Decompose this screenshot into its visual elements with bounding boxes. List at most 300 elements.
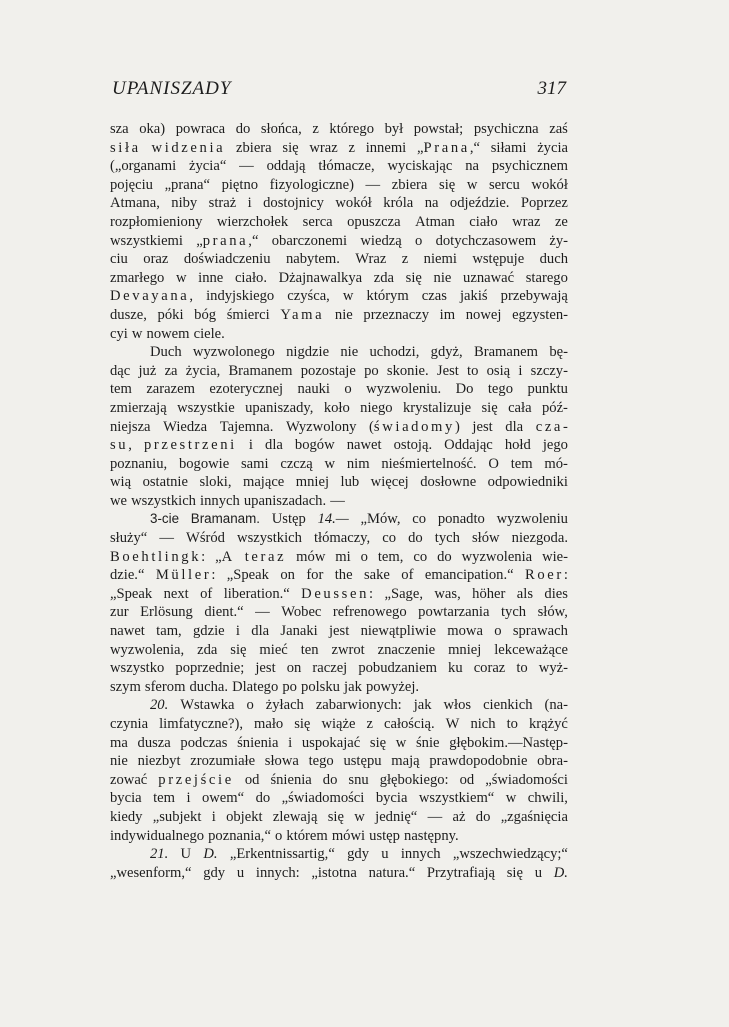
word: zbiera [235,139,272,156]
text-line [110,529,568,548]
word: jednię“ [375,808,418,825]
word: dusze, [110,306,147,323]
word: ducha. [189,678,228,695]
word: „Erkentnissartig,“ [229,846,335,863]
word: krystalizuje [402,399,472,416]
word: Jest [436,362,459,379]
word: indywidualnego [110,827,205,844]
text-line [110,715,568,734]
word: lekceważące [494,641,568,658]
word: znaczenie [377,641,436,658]
word: „wszechwiedzący;“ [452,846,568,863]
word: do [322,771,338,788]
word: przestrzeni [143,437,237,454]
word: głębokiego: [379,771,449,788]
word: wszystkich [237,530,302,547]
word: w [395,734,407,751]
word: tych [434,530,460,547]
word: pojęciu [110,176,153,193]
word: „A [215,548,235,565]
word: tem, [377,548,404,565]
word: wraz [309,139,338,156]
word: (świadomy) [369,418,460,435]
word: czynia [110,716,149,732]
word: słowa [264,753,299,770]
word: Atman [415,213,455,230]
word: gdzie [193,623,225,640]
word: się [282,139,299,156]
word: szym [110,678,141,695]
word: o [246,697,254,714]
word: cienkich [483,697,533,714]
word: powyżej. [365,678,420,695]
word: przebywają [500,288,568,305]
word: Devayana, [110,288,194,305]
word: poprzednie; [175,660,245,677]
word: wyzwoleniu [496,511,568,528]
word: wszystko [110,660,165,677]
word: wyzwoleniu. [366,381,442,398]
word: egzysten- [512,306,568,323]
word: „świadomości [281,790,365,807]
text-line [110,436,568,455]
word: for [306,567,324,584]
word: Boehtlingk: [110,548,206,565]
word: niemi [423,251,457,268]
text-line [110,139,568,158]
word: i [235,623,240,640]
word: osią [486,362,511,379]
word: i [186,790,191,807]
word: nawet [346,437,382,454]
word: ciele. [193,325,225,342]
word: serca [302,213,333,230]
word: wstępuje [472,251,525,268]
word: „zgaśnięcia [500,808,568,825]
word: to [516,660,528,677]
word: sprawach [512,623,568,640]
word: jest [255,660,276,677]
word: tem [153,790,175,807]
word: więcej [370,474,409,491]
word: uznawać [463,269,515,286]
word: of [200,585,213,602]
word: to [467,362,479,379]
word: tych [500,604,527,621]
word: mają [391,753,420,770]
word: wraz [512,213,541,230]
word: u [236,864,245,881]
word: als [516,585,533,602]
word: Wstawka [180,697,235,714]
word: jest [329,623,350,640]
word: ezoterycznej [209,381,284,398]
word: Bramanem [473,344,539,361]
word: zbiera [391,176,428,193]
word: Yama [280,306,325,323]
word: polsku [301,678,340,695]
word: przeznaczy [363,306,430,323]
word: widzenia [151,139,226,156]
word: — [365,176,381,193]
page-number: 317 [537,78,566,99]
word: po [282,678,297,695]
word: o [360,548,368,565]
word: żyłach [265,697,304,714]
text-line [110,659,568,678]
word: cyi [110,325,128,342]
word: za [164,362,178,379]
word: obra- [537,753,568,770]
word: od [459,771,475,788]
word: na [424,195,439,212]
word: ciu [110,251,128,268]
word: do [437,548,452,565]
word: gdy [347,846,369,863]
text-line [110,269,568,288]
word: skonie. [386,362,429,379]
word: ten [300,641,319,658]
word: Wyzwolony [285,418,357,435]
text-line [110,250,568,269]
word: „Mów, [360,511,401,528]
word: emancipation.“ [424,567,514,584]
word: w [324,455,336,472]
word: się [405,269,422,286]
word: „Prana,“ [417,139,480,156]
word: zlewają [272,808,318,825]
word: Atmana, [110,195,160,212]
word: śnienia [237,734,279,751]
word: króla [383,195,414,212]
word: wokół [531,176,568,193]
word: w [175,269,187,286]
word: nie [334,306,353,323]
word: z [312,121,319,137]
word: Wraz [355,251,387,268]
word: duch [539,251,568,268]
text-line [110,194,568,213]
word: prawdopodobnie [429,753,528,770]
word: mające [242,474,285,491]
word: głębokim.—Następ- [449,734,568,751]
word: zrozumiałe [190,753,256,770]
text-line [110,232,568,251]
word: co [412,511,427,528]
word: hołd [504,437,531,454]
word: powtarzania [418,604,490,621]
word: next [163,585,189,602]
word: słów, [537,604,568,621]
word: tem [510,455,533,472]
word: czyśca, [287,288,330,305]
word: odjeździe. [449,195,510,212]
word: dusza [137,734,171,751]
word: oddają [266,158,306,175]
word: wyż- [538,660,568,677]
word: Oddając [444,437,493,454]
word: siła [110,139,141,156]
word: 20. [150,697,169,714]
word: ustęp [369,827,400,844]
word: odpowiedniki [487,474,568,491]
word: lub [340,474,360,491]
word: czczą [280,455,313,472]
word: ku [448,660,463,677]
word: się [230,641,247,658]
word: dient.“ [204,604,244,621]
word: psychiczna [473,121,539,137]
word: się [327,808,344,825]
word: krążyć [528,716,568,732]
word: w [466,176,478,193]
word: tem [110,381,132,398]
word: starego [525,269,568,286]
word: dla [505,418,524,435]
word: jak [344,678,362,695]
word: niego [360,399,393,416]
word: nawet [110,623,145,640]
text-line [110,808,568,827]
word: życia, [185,362,221,379]
word: służy“ [110,530,148,547]
word: objekt [226,808,263,825]
word: nowej [465,306,502,323]
word: U [180,846,192,863]
word: wierzchołek [216,213,289,230]
text-line [110,399,568,418]
word: rozpłomieniony [110,213,203,230]
word: wią [110,474,132,491]
word: jest [472,418,493,435]
word: którym [366,288,409,305]
text-line [110,827,568,846]
word: dotychczasowem [435,232,537,249]
word: Wśród [186,530,225,547]
word: straż [208,195,237,212]
word: oraz [143,251,169,268]
word: wyzwolenia [461,548,533,565]
word: psychicznem [491,158,568,175]
text-line [110,696,568,715]
word: — [239,158,254,175]
word: raczej [312,660,348,677]
text-line [110,306,568,325]
word: Roer: [525,567,568,584]
word: sza [110,121,129,137]
word: upaniszady, [245,399,314,416]
word: przejście [158,771,234,788]
text-line [110,157,568,176]
word: jak [413,697,432,714]
word: zaś [549,121,568,137]
word: innemi [365,139,407,156]
word: tłómacze, [318,158,375,175]
word: z [401,251,409,268]
text-line [110,213,568,232]
text-line [110,176,568,195]
word: inne [198,269,224,286]
word: powraca [175,121,226,137]
word: — [159,530,174,547]
word: „świadomości [485,771,568,788]
word: ma [110,734,128,751]
word: ponadto [437,511,485,528]
text-line [110,473,568,492]
page-header [112,78,566,104]
word: ciało. [234,269,267,286]
word: Bramanem [228,362,293,379]
word: dosłowne [420,474,477,491]
word: snu [348,771,369,788]
word: nim [346,455,370,472]
word: was, [434,585,461,602]
word: sake [363,567,390,584]
word: dzie.“ [110,567,145,584]
text-line [110,510,568,529]
word: ciało [469,213,498,230]
word: wie- [542,548,568,565]
word: słońca, [260,121,302,137]
word: oka) [139,121,166,137]
text-line [110,864,568,883]
word: u [381,846,389,863]
word: nich [470,716,496,732]
word: i [211,808,216,825]
word: („organami [110,158,177,175]
word: się [439,176,456,193]
word: pobudzaniem [358,660,437,677]
word: cała [508,399,532,416]
word: wiąże [321,716,356,732]
word: zda [197,641,218,658]
word: o [414,232,423,249]
word: „Speak [110,585,153,602]
word: Dżajnawalkya [278,269,363,286]
word: innych [200,492,240,509]
text-line [110,771,568,790]
word: zwrot [331,641,365,658]
word: o [344,381,352,398]
word: gdyż, [430,344,463,361]
word: Tajemna. [219,418,274,435]
word: koło [323,399,350,416]
word: póź- [541,399,568,416]
word: cza- [535,418,568,435]
word: „Sage, [384,585,423,602]
word: bę- [549,344,568,361]
word: O [488,455,499,472]
text-line [110,343,568,362]
word: życia“ [189,158,227,175]
word: Erlösung [140,604,193,621]
word: we [110,492,128,509]
word: „prana,“ [196,232,259,249]
word: chwili, [527,790,568,807]
word: Duch [150,344,182,361]
text-line [110,492,568,511]
word: z [366,716,373,732]
word: coraz [473,660,506,677]
word: słów [472,530,500,547]
word: Do [455,381,474,398]
word: w [354,808,365,825]
word: Ustęp [271,511,306,528]
word: „prana“ [164,176,210,193]
word: mniej [295,474,330,491]
word: su, [110,437,132,454]
word: of [401,567,414,584]
word: tam, [156,623,182,640]
word: dies [544,585,568,602]
word: im [439,306,456,323]
word: zur [110,604,129,621]
word: „Speak [226,567,269,584]
word: dąc [110,362,131,379]
word: ustępu [343,753,382,770]
word: śnie [416,734,440,751]
word: był [384,121,404,137]
word: wokół [335,195,372,212]
word: zmarłego [110,269,165,286]
word: Wiedza [163,418,208,435]
word: mowa [447,623,483,640]
word: sercu [489,176,520,193]
word: ży- [549,232,568,249]
word: niby [171,195,198,212]
word: póki [157,306,184,323]
word: niezbyt [137,753,181,770]
word: limfatyczne?), [159,716,243,732]
word: poznania,“ [208,827,271,844]
word: — [330,492,345,509]
word: tego [487,381,513,398]
word: nowem [146,325,190,342]
word: i [248,437,253,454]
word: doświadczeniu [183,251,271,268]
word: siłami [490,139,527,156]
word: bogów [294,437,335,454]
word: niezgoda. [511,530,568,547]
word: (na- [544,697,568,714]
word: refrenowego [332,604,407,621]
word: mi [335,548,351,565]
text-line [110,845,568,864]
word: po [364,362,379,379]
word: opuszcza [347,213,401,230]
text-line [110,380,568,399]
word: i [518,362,523,379]
word: o [494,623,502,640]
word: mieć [259,641,288,658]
text-line [110,734,568,753]
word: czas [421,288,447,305]
word: 21. [150,846,169,863]
word: poznaniu, [110,455,168,472]
word: sloki, [199,474,232,491]
word: höher [472,585,506,602]
word: nie [433,269,452,286]
word: już [138,362,157,379]
word: piętno [221,176,259,193]
word: Janaki [280,623,318,640]
word: którem [286,827,328,844]
word: do [475,808,491,825]
word: owem“ [201,790,245,807]
word: mów [296,548,326,565]
text-line [110,622,568,641]
text-line [110,287,568,306]
